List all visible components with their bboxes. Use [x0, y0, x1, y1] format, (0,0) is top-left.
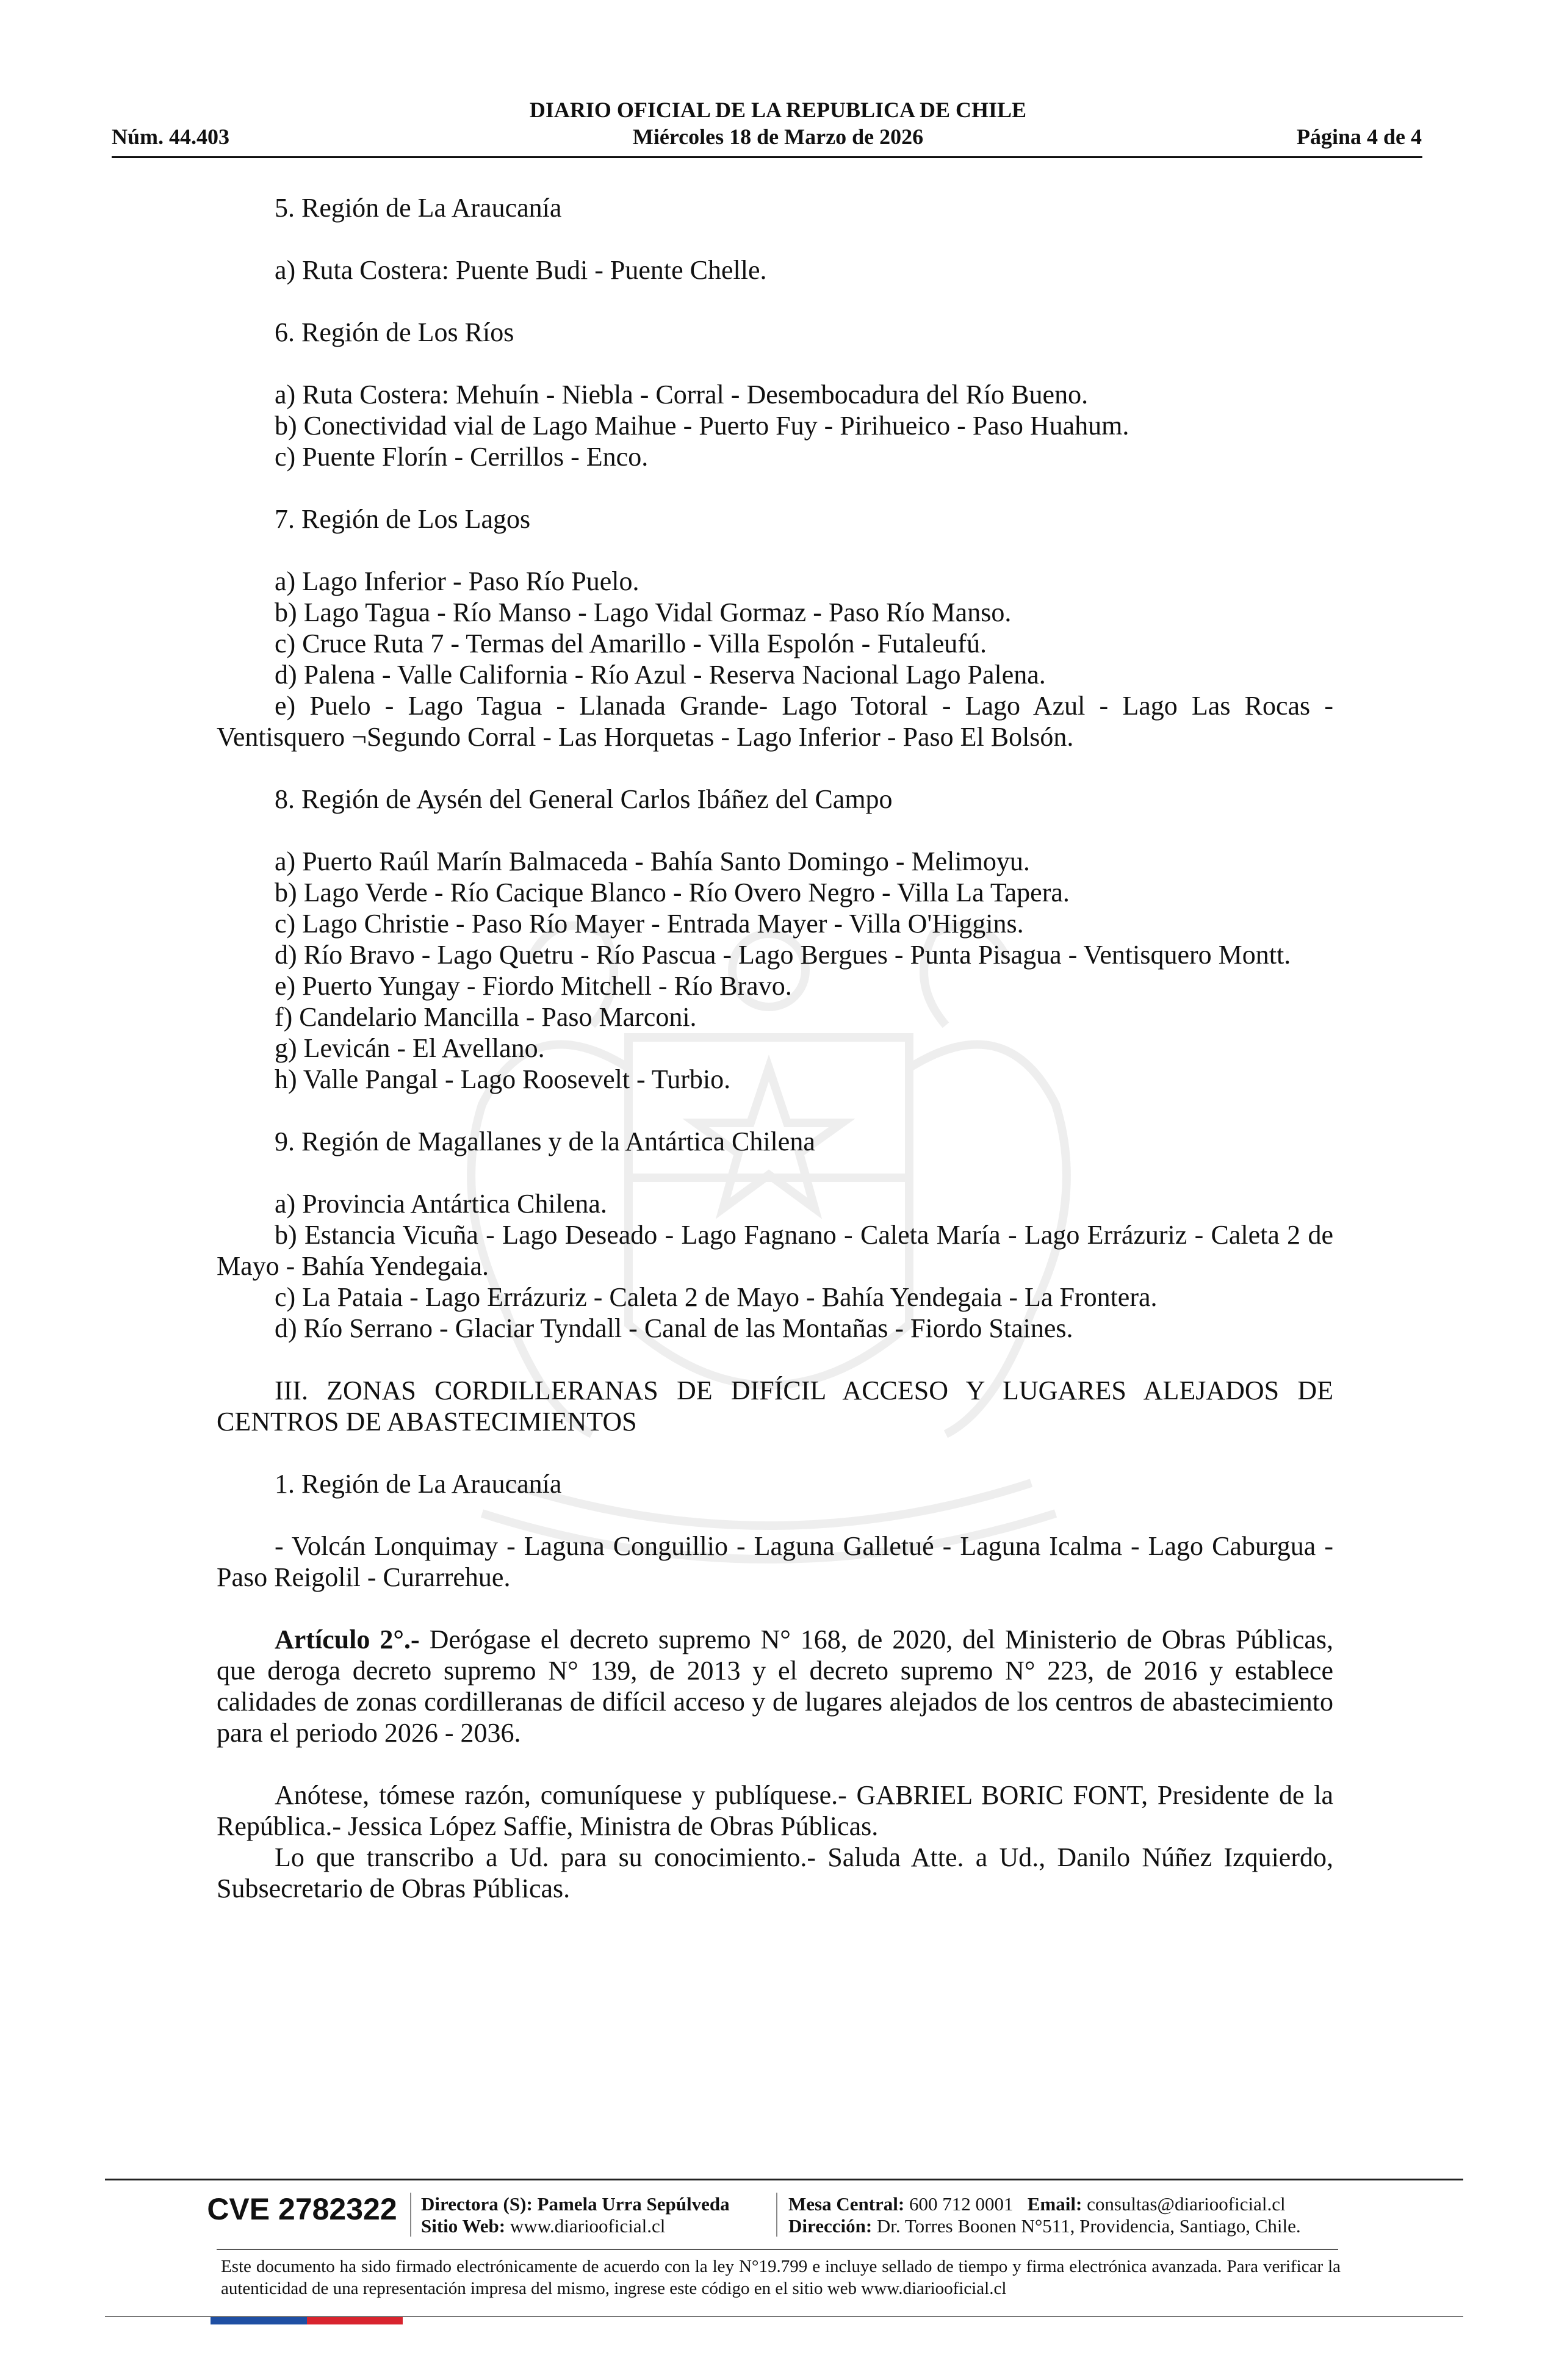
page-indicator: Página 4 de 4 [1296, 124, 1422, 149]
route-item: a) Ruta Costera: Puente Budi - Puente Chelle. [275, 255, 767, 285]
section-heading: 6. Región de Los Ríos [275, 317, 514, 347]
route-item: b) Estancia Vicuña - Lago Deseado - Lago Fagnano - Caleta María - Lago Errázuriz - Caleta 2 de Mayo - Bahía Yendegaia. [217, 1220, 1333, 1281]
route-item: a) Lago Inferior - Paso Río Puelo. [275, 566, 639, 596]
issue-number: Núm. 44.403 [112, 124, 230, 149]
section-heading: 8. Región de Aysén del General Carlos Ibáñez del Campo [275, 784, 893, 814]
route-item: b) Conectividad vial de Lago Maihue - Puerto Fuy - Pirihueico - Paso Huahum. [275, 411, 1129, 441]
website-link[interactable]: www.diariooficial.cl [510, 2215, 666, 2237]
flag-blue-segment [211, 2317, 307, 2324]
article-label: Artículo 2°.- [275, 1625, 420, 1654]
cve-code: CVE 2782322 [207, 2192, 397, 2226]
route-item: f) Candelario Mancilla - Paso Marconi. [275, 1002, 697, 1032]
email-link[interactable]: consultas@diariooficial.cl [1087, 2193, 1286, 2215]
route-item: c) Cruce Ruta 7 - Termas del Amarillo - Villa Espolón - Futaleufú. [275, 629, 987, 658]
route-item: d) Río Serrano - Glaciar Tyndall - Canal de las Montañas - Fiordo Staines. [275, 1313, 1073, 1343]
section-heading: 7. Región de Los Lagos [275, 504, 531, 534]
transcription-paragraph: Lo que transcribo a Ud. para su conocimiento.- Saluda Atte. a Ud., Danilo Núñez Izquierdo, Subsecretario de Obras Públicas. [217, 1842, 1333, 1903]
address-value: Dr. Torres Boonen N°511, Providencia, Santiago, Chile. [876, 2215, 1301, 2237]
footer-separator [410, 2193, 411, 2237]
route-item: a) Puerto Raúl Marín Balmaceda - Bahía Santo Domingo - Melimoyu. [275, 846, 1030, 876]
footer-inner-divider [217, 2249, 1338, 2250]
article-text: Derógase el decreto supremo N° 168, de 2020, del Ministerio de Obras Públicas, que deroga decreto supremo N° 139, de 2013 y el decreto supremo N° 223, de 2016 y establece calidades de zonas cordilleranas de difícil acceso y de lugares alejados de los centros de abastecimiento para el periodo 2026 - 2036. [217, 1625, 1334, 1748]
route-item: b) Lago Verde - Río Cacique Blanco - Río Overo Negro - Villa La Tapera. [275, 878, 1070, 907]
chile-flag-stripe [211, 2317, 403, 2324]
route-item: d) Río Bravo - Lago Quetru - Río Pascua - Lago Bergues - Punta Pisagua - Ventisquero Montt. [275, 940, 1291, 970]
route-item: c) Puente Florín - Cerrillos - Enco. [275, 442, 649, 472]
legal-notice: Este documento ha sido firmado electrónicamente de acuerdo con la ley N°19.799 e incluye sellado de tiempo y firma electrónica avanzada. Para verificar la autenticidad de una representación impresa del mismo, ingrese este código en el sitio web www.diariooficial.cl [221, 2257, 1341, 2298]
issue-date: Miércoles 18 de Marzo de 2026 [632, 124, 924, 149]
footer-director-block [421, 2193, 730, 2237]
route-item: h) Valle Pangal - Lago Roosevelt - Turbio. [275, 1064, 731, 1094]
route-item: c) Lago Christie - Paso Río Mayer - Entrada Mayer - Villa O'Higgins. [275, 909, 1024, 939]
closing-paragraph: Anótese, tómese razón, comuníquese y publíquese.- GABRIEL BORIC FONT, Presidente de la República.- Jessica López Saffie, Ministra de Obras Públicas. [217, 1780, 1333, 1841]
route-item: c) La Pataia - Lago Errázuriz - Caleta 2 de Mayo - Bahía Yendegaia - La Frontera. [275, 1282, 1158, 1312]
phone-label: Mesa Central: [788, 2193, 905, 2215]
email-label: Email: [1027, 2193, 1082, 2215]
footer-contact-block [788, 2193, 1301, 2237]
newspaper-title: DIARIO OFICIAL DE LA REPUBLICA DE CHILE [529, 98, 1027, 122]
section-heading: 5. Región de La Araucanía [275, 193, 562, 223]
route-item: a) Provincia Antártica Chilena. [275, 1189, 607, 1219]
section-heading: 1. Región de La Araucanía [275, 1469, 562, 1499]
route-item: a) Ruta Costera: Mehuín - Niebla - Corral - Desembocadura del Río Bueno. [275, 380, 1089, 409]
route-item: b) Lago Tagua - Río Manso - Lago Vidal Gormaz - Paso Río Manso. [275, 597, 1012, 627]
phone-value: 600 712 0001 [909, 2193, 1014, 2215]
address-label: Dirección: [788, 2215, 873, 2237]
director-label: Directora (S): Pamela Urra Sepúlveda [421, 2193, 730, 2215]
flag-red-segment [307, 2317, 403, 2324]
footer-separator [776, 2193, 777, 2237]
route-item: g) Levicán - El Avellano. [275, 1033, 545, 1063]
route-item: - Volcán Lonquimay - Laguna Conguillio - Laguna Galletué - Laguna Icalma - Lago Caburgua - Paso Reigolil - Curarrehue. [217, 1531, 1333, 1592]
section-heading: 9. Región de Magallanes y de la Antártica Chilena [275, 1127, 815, 1156]
footer-divider [105, 2179, 1463, 2180]
document-body [217, 192, 1333, 1904]
header-divider [112, 156, 1422, 158]
route-item: d) Palena - Valle California - Río Azul - Reserva Nacional Lago Palena. [275, 660, 1046, 690]
route-item: e) Puerto Yungay - Fiordo Mitchell - Río Bravo. [275, 971, 792, 1001]
chapter-heading: III. ZONAS CORDILLERANAS DE DIFÍCIL ACCESO Y LUGARES ALEJADOS DE CENTROS DE ABASTECIMIENTOS [217, 1376, 1333, 1437]
route-item: e) Puelo - Lago Tagua - Llanada Grande- Lago Totoral - Lago Azul - Lago Las Rocas - Ventisquero ¬Segundo Corral - Las Horquetas - Lago Inferior - Paso El Bolsón. [217, 691, 1333, 752]
website-label: Sitio Web: [421, 2215, 506, 2237]
article-2 [217, 1624, 1333, 1748]
